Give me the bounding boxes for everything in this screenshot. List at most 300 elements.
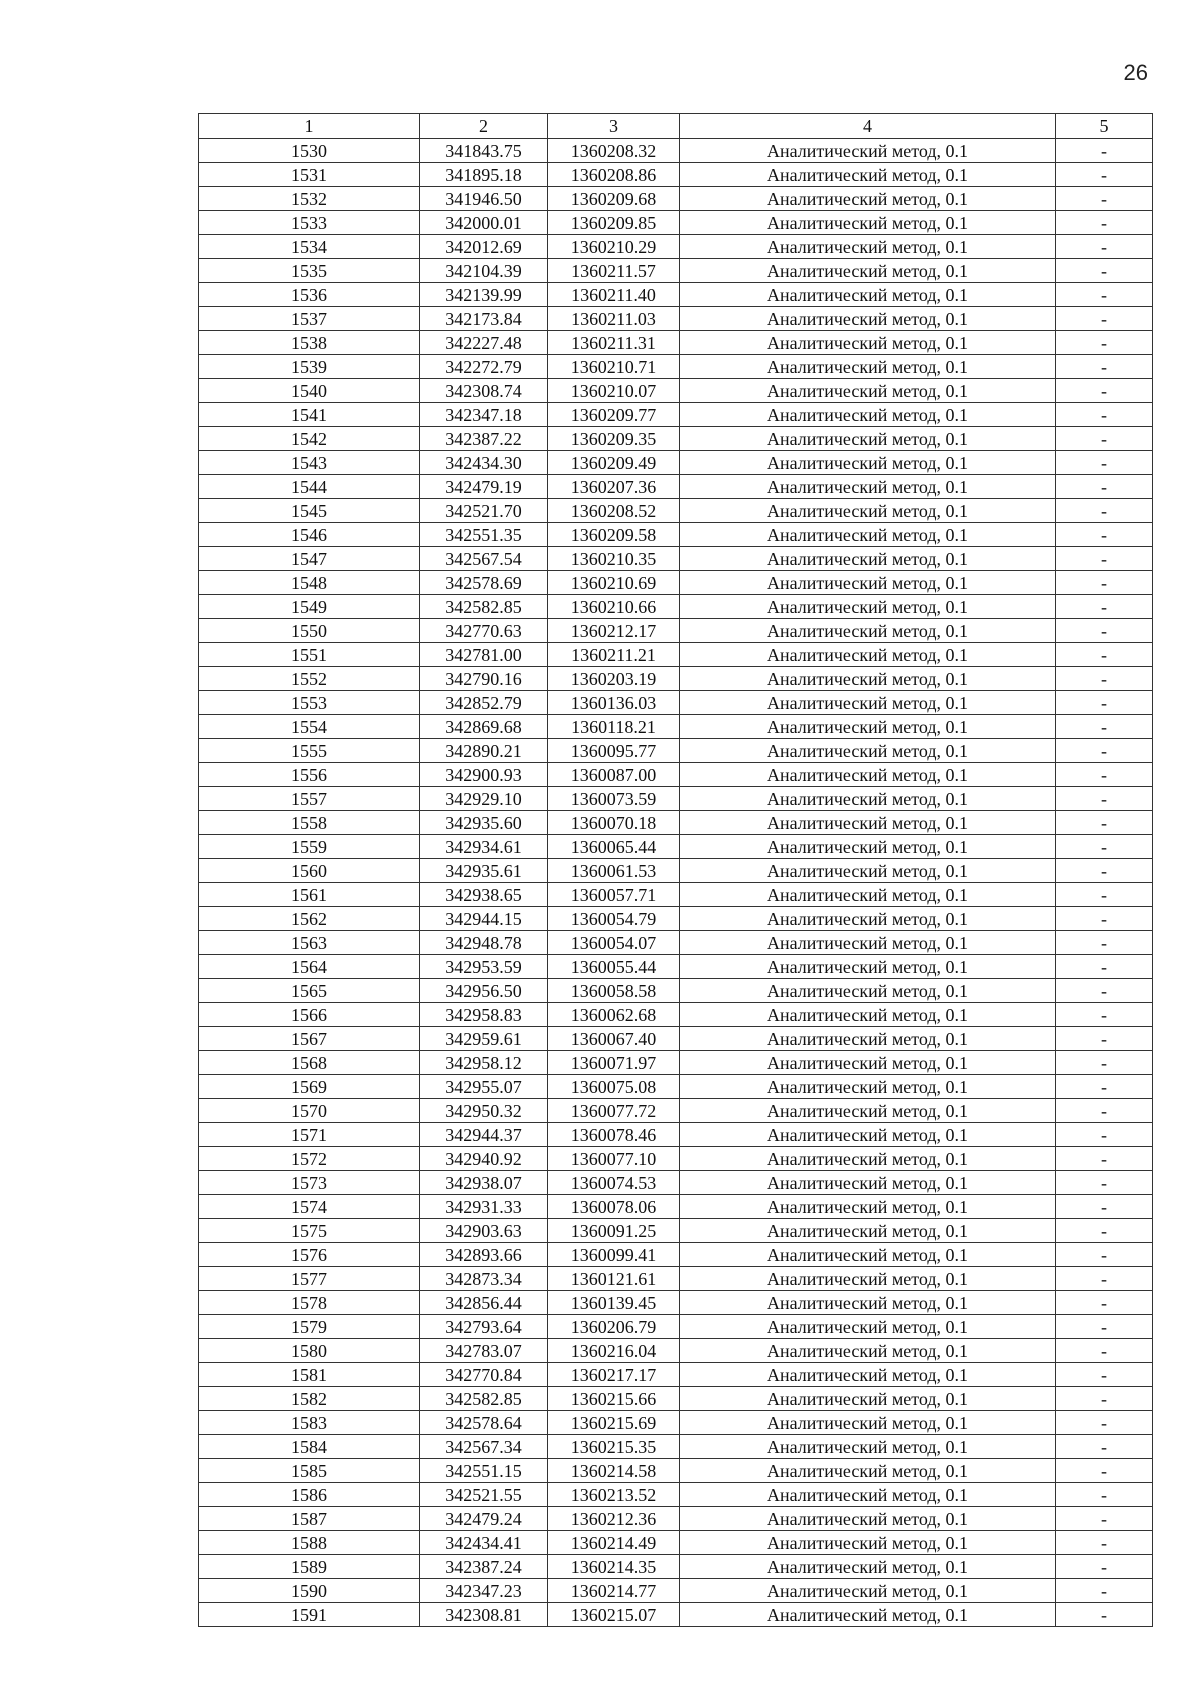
note-cell: - — [1056, 907, 1153, 931]
method-cell: Аналитический метод, 0.1 — [680, 403, 1056, 427]
method-cell: Аналитический метод, 0.1 — [680, 1075, 1056, 1099]
x-coordinate-cell: 342950.32 — [420, 1099, 548, 1123]
point-number-cell: 1535 — [199, 259, 420, 283]
table-row — [199, 595, 1153, 619]
method-cell: Аналитический метод, 0.1 — [680, 883, 1056, 907]
page-number: 26 — [1123, 60, 1148, 85]
y-coordinate-cell: 1360210.29 — [548, 235, 680, 259]
y-coordinate-cell: 1360074.53 — [548, 1171, 680, 1195]
note-cell: - — [1056, 475, 1153, 499]
point-number-cell: 1557 — [199, 787, 420, 811]
note-cell: - — [1056, 499, 1153, 523]
y-coordinate-cell: 1360215.66 — [548, 1387, 680, 1411]
x-coordinate-cell: 342934.61 — [420, 835, 548, 859]
table-row — [199, 1339, 1153, 1363]
method-cell: Аналитический метод, 0.1 — [680, 379, 1056, 403]
y-coordinate-cell: 1360206.79 — [548, 1315, 680, 1339]
y-coordinate-cell: 1360210.69 — [548, 571, 680, 595]
y-coordinate-cell: 1360208.52 — [548, 499, 680, 523]
point-number-cell: 1564 — [199, 955, 420, 979]
x-coordinate-cell: 341843.75 — [420, 139, 548, 163]
table-row — [199, 1123, 1153, 1147]
table-row — [199, 499, 1153, 523]
y-coordinate-cell: 1360209.85 — [548, 211, 680, 235]
point-number-cell: 1567 — [199, 1027, 420, 1051]
point-number-cell: 1578 — [199, 1291, 420, 1315]
note-cell: - — [1056, 811, 1153, 835]
table-row — [199, 1459, 1153, 1483]
y-coordinate-cell: 1360214.49 — [548, 1531, 680, 1555]
y-coordinate-cell: 1360215.69 — [548, 1411, 680, 1435]
point-number-cell: 1536 — [199, 283, 420, 307]
point-number-cell: 1539 — [199, 355, 420, 379]
table-row — [199, 1267, 1153, 1291]
x-coordinate-cell: 342567.34 — [420, 1435, 548, 1459]
note-cell: - — [1056, 787, 1153, 811]
table-row — [199, 667, 1153, 691]
y-coordinate-cell: 1360078.06 — [548, 1195, 680, 1219]
x-coordinate-cell: 342308.74 — [420, 379, 548, 403]
method-cell: Аналитический метод, 0.1 — [680, 1435, 1056, 1459]
note-cell: - — [1056, 1435, 1153, 1459]
x-coordinate-cell: 342770.63 — [420, 619, 548, 643]
point-number-cell: 1572 — [199, 1147, 420, 1171]
table-row — [199, 931, 1153, 955]
point-number-cell: 1541 — [199, 403, 420, 427]
point-number-cell: 1559 — [199, 835, 420, 859]
table-row — [199, 643, 1153, 667]
point-number-cell: 1566 — [199, 1003, 420, 1027]
note-cell: - — [1056, 619, 1153, 643]
table-row — [199, 259, 1153, 283]
y-coordinate-cell: 1360099.41 — [548, 1243, 680, 1267]
note-cell: - — [1056, 355, 1153, 379]
note-cell: - — [1056, 523, 1153, 547]
point-number-cell: 1573 — [199, 1171, 420, 1195]
note-cell: - — [1056, 1027, 1153, 1051]
method-cell: Аналитический метод, 0.1 — [680, 283, 1056, 307]
table-row — [199, 1243, 1153, 1267]
note-cell: - — [1056, 1147, 1153, 1171]
table-row — [199, 907, 1153, 931]
table-row — [199, 1147, 1153, 1171]
method-cell: Аналитический метод, 0.1 — [680, 331, 1056, 355]
point-number-cell: 1570 — [199, 1099, 420, 1123]
point-number-cell: 1540 — [199, 379, 420, 403]
x-coordinate-cell: 342931.33 — [420, 1195, 548, 1219]
y-coordinate-cell: 1360212.36 — [548, 1507, 680, 1531]
y-coordinate-cell: 1360214.77 — [548, 1579, 680, 1603]
point-number-cell: 1563 — [199, 931, 420, 955]
method-cell: Аналитический метод, 0.1 — [680, 715, 1056, 739]
x-coordinate-cell: 342551.35 — [420, 523, 548, 547]
method-cell: Аналитический метод, 0.1 — [680, 1123, 1056, 1147]
table-row — [199, 139, 1153, 163]
method-cell: Аналитический метод, 0.1 — [680, 1051, 1056, 1075]
method-cell: Аналитический метод, 0.1 — [680, 211, 1056, 235]
method-cell: Аналитический метод, 0.1 — [680, 1339, 1056, 1363]
note-cell: - — [1056, 1315, 1153, 1339]
x-coordinate-cell: 342793.64 — [420, 1315, 548, 1339]
point-number-cell: 1562 — [199, 907, 420, 931]
point-number-cell: 1591 — [199, 1603, 420, 1627]
column-header-5: 5 — [1056, 114, 1153, 139]
method-cell: Аналитический метод, 0.1 — [680, 1363, 1056, 1387]
point-number-cell: 1583 — [199, 1411, 420, 1435]
table-row — [199, 523, 1153, 547]
table-row — [199, 859, 1153, 883]
note-cell: - — [1056, 1051, 1153, 1075]
method-cell: Аналитический метод, 0.1 — [680, 859, 1056, 883]
x-coordinate-cell: 342948.78 — [420, 931, 548, 955]
note-cell: - — [1056, 1483, 1153, 1507]
method-cell: Аналитический метод, 0.1 — [680, 1483, 1056, 1507]
point-number-cell: 1537 — [199, 307, 420, 331]
method-cell: Аналитический метод, 0.1 — [680, 1171, 1056, 1195]
y-coordinate-cell: 1360070.18 — [548, 811, 680, 835]
method-cell: Аналитический метод, 0.1 — [680, 1027, 1056, 1051]
point-number-cell: 1545 — [199, 499, 420, 523]
method-cell: Аналитический метод, 0.1 — [680, 187, 1056, 211]
y-coordinate-cell: 1360054.79 — [548, 907, 680, 931]
y-coordinate-cell: 1360058.58 — [548, 979, 680, 1003]
table-row — [199, 1387, 1153, 1411]
table-row — [199, 427, 1153, 451]
note-cell: - — [1056, 667, 1153, 691]
table-row — [199, 691, 1153, 715]
table-row — [199, 1315, 1153, 1339]
note-cell: - — [1056, 163, 1153, 187]
point-number-cell: 1584 — [199, 1435, 420, 1459]
point-number-cell: 1531 — [199, 163, 420, 187]
point-number-cell: 1586 — [199, 1483, 420, 1507]
point-number-cell: 1565 — [199, 979, 420, 1003]
y-coordinate-cell: 1360054.07 — [548, 931, 680, 955]
table-row — [199, 1219, 1153, 1243]
y-coordinate-cell: 1360208.86 — [548, 163, 680, 187]
method-cell: Аналитический метод, 0.1 — [680, 1243, 1056, 1267]
note-cell: - — [1056, 595, 1153, 619]
y-coordinate-cell: 1360209.58 — [548, 523, 680, 547]
table-row — [199, 331, 1153, 355]
y-coordinate-cell: 1360212.17 — [548, 619, 680, 643]
y-coordinate-cell: 1360209.68 — [548, 187, 680, 211]
column-header-2: 2 — [420, 114, 548, 139]
y-coordinate-cell: 1360211.03 — [548, 307, 680, 331]
table-row — [199, 1195, 1153, 1219]
table-row — [199, 1411, 1153, 1435]
table-row — [199, 163, 1153, 187]
table-row — [199, 1027, 1153, 1051]
note-cell: - — [1056, 1555, 1153, 1579]
table-row — [199, 979, 1153, 1003]
method-cell: Аналитический метод, 0.1 — [680, 739, 1056, 763]
point-number-cell: 1590 — [199, 1579, 420, 1603]
point-number-cell: 1571 — [199, 1123, 420, 1147]
note-cell: - — [1056, 1291, 1153, 1315]
table-body — [199, 139, 1153, 1627]
table-row — [199, 787, 1153, 811]
x-coordinate-cell: 342890.21 — [420, 739, 548, 763]
x-coordinate-cell: 342873.34 — [420, 1267, 548, 1291]
point-number-cell: 1560 — [199, 859, 420, 883]
method-cell: Аналитический метод, 0.1 — [680, 1411, 1056, 1435]
y-coordinate-cell: 1360210.71 — [548, 355, 680, 379]
note-cell: - — [1056, 1459, 1153, 1483]
note-cell: - — [1056, 1603, 1153, 1627]
y-coordinate-cell: 1360121.61 — [548, 1267, 680, 1291]
note-cell: - — [1056, 1219, 1153, 1243]
x-coordinate-cell: 342012.69 — [420, 235, 548, 259]
x-coordinate-cell: 342434.30 — [420, 451, 548, 475]
method-cell: Аналитический метод, 0.1 — [680, 907, 1056, 931]
method-cell: Аналитический метод, 0.1 — [680, 547, 1056, 571]
x-coordinate-cell: 342958.83 — [420, 1003, 548, 1027]
point-number-cell: 1582 — [199, 1387, 420, 1411]
table-row — [199, 1171, 1153, 1195]
x-coordinate-cell: 342387.24 — [420, 1555, 548, 1579]
table-row — [199, 835, 1153, 859]
point-number-cell: 1574 — [199, 1195, 420, 1219]
table-row — [199, 739, 1153, 763]
method-cell: Аналитический метод, 0.1 — [680, 1003, 1056, 1027]
table-row — [199, 307, 1153, 331]
point-number-cell: 1532 — [199, 187, 420, 211]
note-cell: - — [1056, 715, 1153, 739]
y-coordinate-cell: 1360057.71 — [548, 883, 680, 907]
y-coordinate-cell: 1360136.03 — [548, 691, 680, 715]
x-coordinate-cell: 342944.15 — [420, 907, 548, 931]
x-coordinate-cell: 342893.66 — [420, 1243, 548, 1267]
table-row — [199, 475, 1153, 499]
table-row — [199, 379, 1153, 403]
y-coordinate-cell: 1360214.35 — [548, 1555, 680, 1579]
method-cell: Аналитический метод, 0.1 — [680, 1459, 1056, 1483]
point-number-cell: 1587 — [199, 1507, 420, 1531]
column-header-1: 1 — [199, 114, 420, 139]
x-coordinate-cell: 342551.15 — [420, 1459, 548, 1483]
y-coordinate-cell: 1360216.04 — [548, 1339, 680, 1363]
x-coordinate-cell: 342582.85 — [420, 595, 548, 619]
method-cell: Аналитический метод, 0.1 — [680, 979, 1056, 1003]
column-header-4: 4 — [680, 114, 1056, 139]
note-cell: - — [1056, 211, 1153, 235]
note-cell: - — [1056, 859, 1153, 883]
x-coordinate-cell: 342783.07 — [420, 1339, 548, 1363]
y-coordinate-cell: 1360203.19 — [548, 667, 680, 691]
method-cell: Аналитический метод, 0.1 — [680, 523, 1056, 547]
note-cell: - — [1056, 403, 1153, 427]
table-row — [199, 715, 1153, 739]
method-cell: Аналитический метод, 0.1 — [680, 1531, 1056, 1555]
note-cell: - — [1056, 427, 1153, 451]
x-coordinate-cell: 341895.18 — [420, 163, 548, 187]
y-coordinate-cell: 1360209.35 — [548, 427, 680, 451]
point-number-cell: 1552 — [199, 667, 420, 691]
x-coordinate-cell: 342387.22 — [420, 427, 548, 451]
note-cell: - — [1056, 1171, 1153, 1195]
method-cell: Аналитический метод, 0.1 — [680, 619, 1056, 643]
table-row — [199, 211, 1153, 235]
note-cell: - — [1056, 283, 1153, 307]
point-number-cell: 1580 — [199, 1339, 420, 1363]
y-coordinate-cell: 1360073.59 — [548, 787, 680, 811]
x-coordinate-cell: 342521.70 — [420, 499, 548, 523]
method-cell: Аналитический метод, 0.1 — [680, 427, 1056, 451]
method-cell: Аналитический метод, 0.1 — [680, 955, 1056, 979]
x-coordinate-cell: 342567.54 — [420, 547, 548, 571]
table-row — [199, 1099, 1153, 1123]
method-cell: Аналитический метод, 0.1 — [680, 667, 1056, 691]
method-cell: Аналитический метод, 0.1 — [680, 1267, 1056, 1291]
x-coordinate-cell: 342479.24 — [420, 1507, 548, 1531]
method-cell: Аналитический метод, 0.1 — [680, 307, 1056, 331]
x-coordinate-cell: 342347.18 — [420, 403, 548, 427]
table-row — [199, 1075, 1153, 1099]
x-coordinate-cell: 342956.50 — [420, 979, 548, 1003]
y-coordinate-cell: 1360217.17 — [548, 1363, 680, 1387]
point-number-cell: 1576 — [199, 1243, 420, 1267]
y-coordinate-cell: 1360118.21 — [548, 715, 680, 739]
table-row — [199, 955, 1153, 979]
x-coordinate-cell: 342578.69 — [420, 571, 548, 595]
table-row — [199, 571, 1153, 595]
x-coordinate-cell: 341946.50 — [420, 187, 548, 211]
table-row — [199, 1531, 1153, 1555]
method-cell: Аналитический метод, 0.1 — [680, 763, 1056, 787]
point-number-cell: 1550 — [199, 619, 420, 643]
point-number-cell: 1577 — [199, 1267, 420, 1291]
point-number-cell: 1556 — [199, 763, 420, 787]
y-coordinate-cell: 1360209.77 — [548, 403, 680, 427]
x-coordinate-cell: 342308.81 — [420, 1603, 548, 1627]
method-cell: Аналитический метод, 0.1 — [680, 475, 1056, 499]
point-number-cell: 1585 — [199, 1459, 420, 1483]
table-row — [199, 235, 1153, 259]
y-coordinate-cell: 1360087.00 — [548, 763, 680, 787]
x-coordinate-cell: 342944.37 — [420, 1123, 548, 1147]
note-cell: - — [1056, 1507, 1153, 1531]
y-coordinate-cell: 1360211.21 — [548, 643, 680, 667]
y-coordinate-cell: 1360061.53 — [548, 859, 680, 883]
y-coordinate-cell: 1360077.10 — [548, 1147, 680, 1171]
point-number-cell: 1538 — [199, 331, 420, 355]
method-cell: Аналитический метод, 0.1 — [680, 1507, 1056, 1531]
x-coordinate-cell: 342104.39 — [420, 259, 548, 283]
point-number-cell: 1534 — [199, 235, 420, 259]
y-coordinate-cell: 1360055.44 — [548, 955, 680, 979]
point-number-cell: 1558 — [199, 811, 420, 835]
note-cell: - — [1056, 187, 1153, 211]
table-row — [199, 1051, 1153, 1075]
note-cell: - — [1056, 1099, 1153, 1123]
y-coordinate-cell: 1360208.32 — [548, 139, 680, 163]
x-coordinate-cell: 342938.65 — [420, 883, 548, 907]
y-coordinate-cell: 1360078.46 — [548, 1123, 680, 1147]
point-number-cell: 1543 — [199, 451, 420, 475]
note-cell: - — [1056, 1243, 1153, 1267]
method-cell: Аналитический метод, 0.1 — [680, 571, 1056, 595]
x-coordinate-cell: 342869.68 — [420, 715, 548, 739]
point-number-cell: 1530 — [199, 139, 420, 163]
y-coordinate-cell: 1360207.36 — [548, 475, 680, 499]
point-number-cell: 1555 — [199, 739, 420, 763]
note-cell: - — [1056, 691, 1153, 715]
table-row — [199, 1603, 1153, 1627]
method-cell: Аналитический метод, 0.1 — [680, 643, 1056, 667]
x-coordinate-cell: 342790.16 — [420, 667, 548, 691]
y-coordinate-cell: 1360067.40 — [548, 1027, 680, 1051]
note-cell: - — [1056, 883, 1153, 907]
y-coordinate-cell: 1360215.07 — [548, 1603, 680, 1627]
note-cell: - — [1056, 1339, 1153, 1363]
note-cell: - — [1056, 1363, 1153, 1387]
point-number-cell: 1575 — [199, 1219, 420, 1243]
x-coordinate-cell: 342929.10 — [420, 787, 548, 811]
x-coordinate-cell: 342272.79 — [420, 355, 548, 379]
x-coordinate-cell: 342139.99 — [420, 283, 548, 307]
table-row — [199, 1555, 1153, 1579]
table-row — [199, 1003, 1153, 1027]
y-coordinate-cell: 1360210.35 — [548, 547, 680, 571]
x-coordinate-cell: 342578.64 — [420, 1411, 548, 1435]
table-row — [199, 1363, 1153, 1387]
y-coordinate-cell: 1360209.49 — [548, 451, 680, 475]
table-row — [199, 811, 1153, 835]
method-cell: Аналитический метод, 0.1 — [680, 1099, 1056, 1123]
note-cell: - — [1056, 1579, 1153, 1603]
table-row — [199, 1435, 1153, 1459]
x-coordinate-cell: 342958.12 — [420, 1051, 548, 1075]
x-coordinate-cell: 342940.92 — [420, 1147, 548, 1171]
method-cell: Аналитический метод, 0.1 — [680, 259, 1056, 283]
table-row — [199, 1483, 1153, 1507]
coordinates-table-container — [198, 113, 1152, 1627]
method-cell: Аналитический метод, 0.1 — [680, 139, 1056, 163]
point-number-cell: 1553 — [199, 691, 420, 715]
x-coordinate-cell: 342903.63 — [420, 1219, 548, 1243]
point-number-cell: 1554 — [199, 715, 420, 739]
x-coordinate-cell: 342959.61 — [420, 1027, 548, 1051]
point-number-cell: 1547 — [199, 547, 420, 571]
note-cell: - — [1056, 307, 1153, 331]
x-coordinate-cell: 342521.55 — [420, 1483, 548, 1507]
x-coordinate-cell: 342479.19 — [420, 475, 548, 499]
x-coordinate-cell: 342000.01 — [420, 211, 548, 235]
method-cell: Аналитический метод, 0.1 — [680, 931, 1056, 955]
x-coordinate-cell: 342582.85 — [420, 1387, 548, 1411]
method-cell: Аналитический метод, 0.1 — [680, 355, 1056, 379]
table-row — [199, 403, 1153, 427]
y-coordinate-cell: 1360214.58 — [548, 1459, 680, 1483]
method-cell: Аналитический метод, 0.1 — [680, 1555, 1056, 1579]
y-coordinate-cell: 1360210.66 — [548, 595, 680, 619]
method-cell: Аналитический метод, 0.1 — [680, 1291, 1056, 1315]
note-cell: - — [1056, 331, 1153, 355]
point-number-cell: 1588 — [199, 1531, 420, 1555]
point-number-cell: 1544 — [199, 475, 420, 499]
point-number-cell: 1551 — [199, 643, 420, 667]
method-cell: Аналитический метод, 0.1 — [680, 235, 1056, 259]
coordinates-table — [198, 113, 1153, 1627]
y-coordinate-cell: 1360139.45 — [548, 1291, 680, 1315]
method-cell: Аналитический метод, 0.1 — [680, 1603, 1056, 1627]
x-coordinate-cell: 342227.48 — [420, 331, 548, 355]
note-cell: - — [1056, 955, 1153, 979]
method-cell: Аналитический метод, 0.1 — [680, 691, 1056, 715]
method-cell: Аналитический метод, 0.1 — [680, 835, 1056, 859]
table-row — [199, 451, 1153, 475]
